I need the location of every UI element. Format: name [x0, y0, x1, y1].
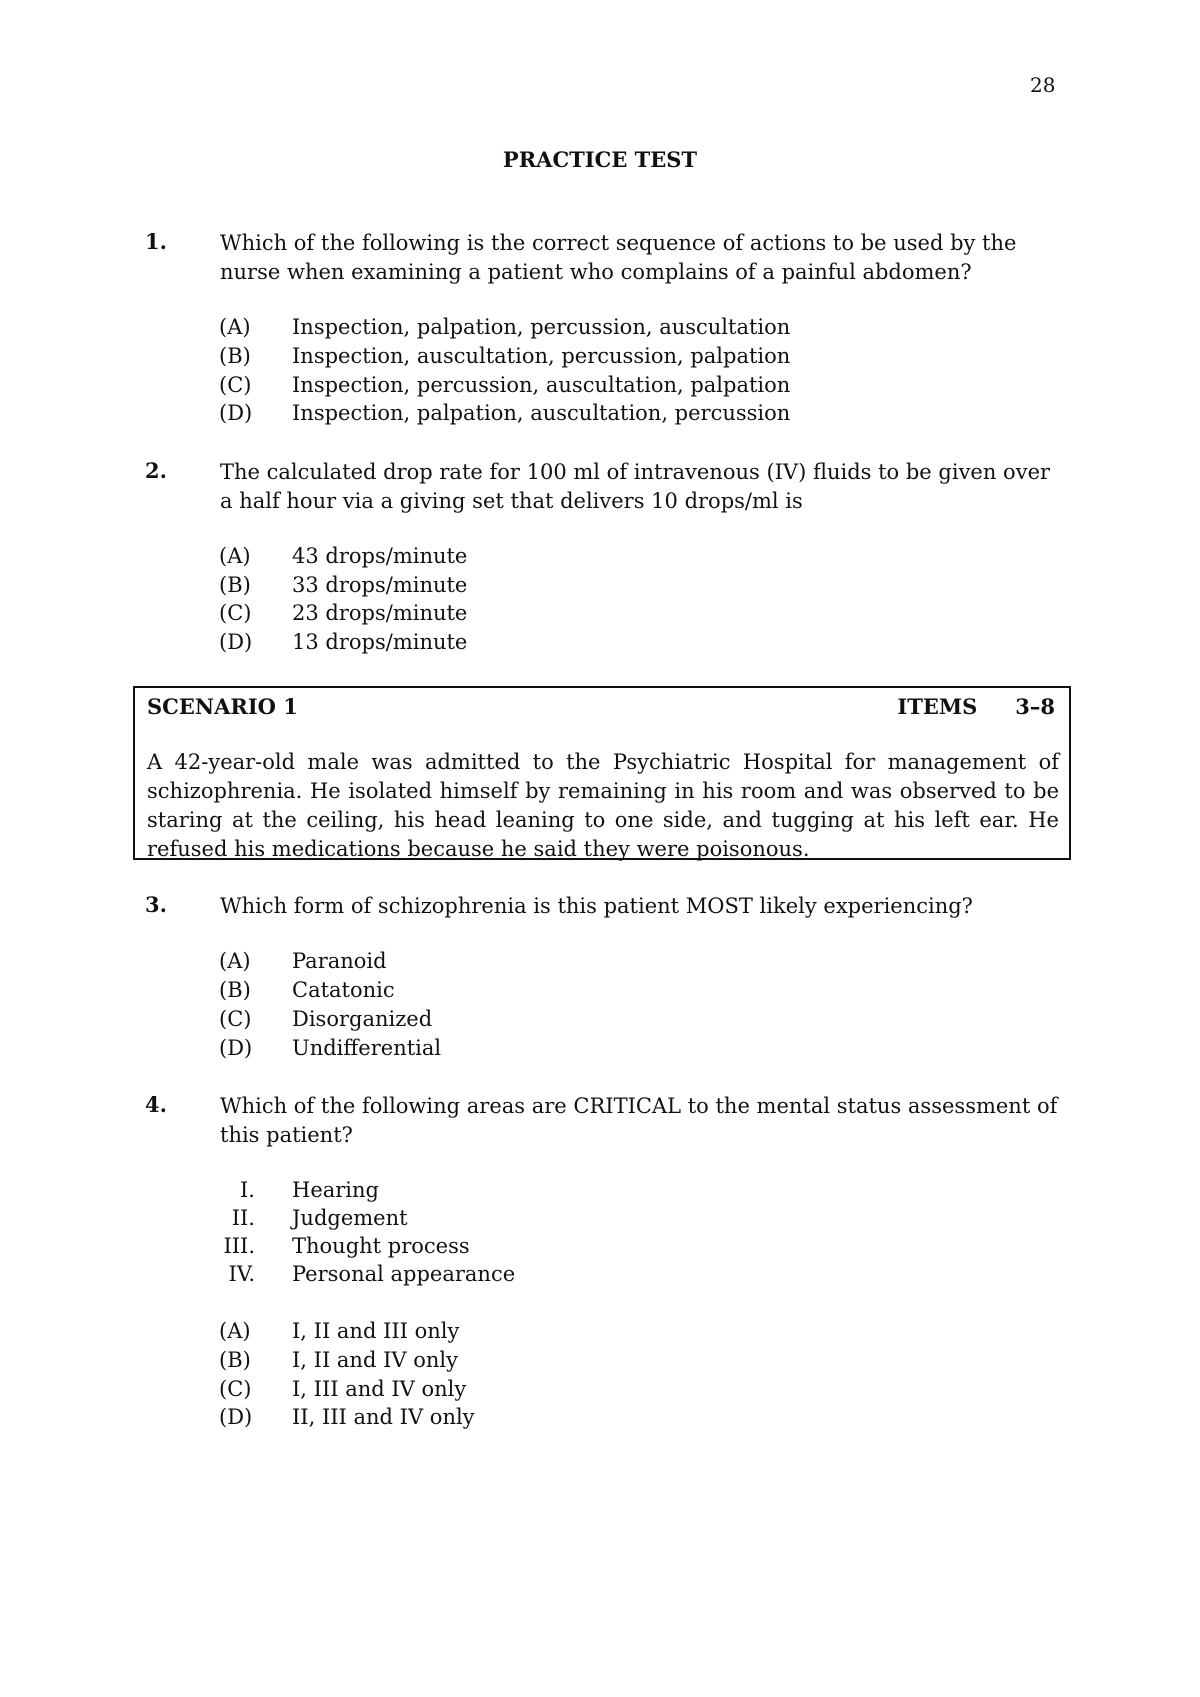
q3-option-a-text: Paranoid — [292, 949, 387, 973]
question-2-number: 2. — [145, 458, 167, 483]
q2-option-c-text: 23 drops/minute — [292, 601, 468, 625]
q4-roman-3-text: Thought process — [292, 1234, 470, 1258]
q3-option-b-letter: (B) — [219, 978, 251, 1002]
q2-option-d-letter: (D) — [219, 630, 253, 654]
q3-option-d-letter: (D) — [219, 1036, 253, 1060]
q2-option-a-text: 43 drops/minute — [292, 544, 468, 568]
q4-roman-2-numeral: II. — [231, 1206, 255, 1230]
q4-roman-2-text: Judgement — [292, 1206, 408, 1230]
scenario-label: SCENARIO 1 — [147, 694, 298, 719]
q1-option-a-letter: (A) — [219, 315, 251, 339]
q4-roman-1-numeral: I. — [240, 1178, 255, 1202]
q3-option-c-letter: (C) — [219, 1007, 252, 1031]
q2-option-b-letter: (B) — [219, 573, 251, 597]
q2-option-b-text: 33 drops/minute — [292, 573, 468, 597]
question-3-number: 3. — [145, 892, 167, 917]
q1-option-d-text: Inspection, palpation, auscultation, percussion — [292, 401, 791, 425]
question-1-text: Which of the following is the correct sequence of actions to be used by the nurse when examining a patient who complains of a painful abdomen? — [220, 231, 1017, 284]
q4-option-b-letter: (B) — [219, 1348, 251, 1372]
q1-option-a-text: Inspection, palpation, percussion, auscultation — [292, 315, 791, 339]
question-1-number: 1. — [145, 229, 167, 254]
q1-option-d-letter: (D) — [219, 401, 253, 425]
page-title: PRACTICE TEST — [502, 147, 698, 172]
q4-roman-4-numeral: IV. — [228, 1262, 255, 1286]
q4-roman-1-text: Hearing — [292, 1178, 379, 1202]
scenario-text: A 42-year-old male was admitted to the Psychiatric Hospital for management of schizophrenia. He isolated himself by remaining in his room and was observed to be staring at the ceiling, his head leaning to one side, and tugging at his left ear. He refused his medications because he said they were poisonous. — [147, 750, 1059, 861]
scenario-items — [859, 694, 1055, 719]
q3-option-a-letter: (A) — [219, 949, 251, 973]
q4-option-a-text: I, II and III only — [292, 1319, 460, 1343]
question-4-text: Which of the following areas are CRITICAL to the mental status assessment of this patient? — [220, 1094, 1058, 1147]
q4-option-b-text: I, II and IV only — [292, 1348, 458, 1372]
q1-option-c-text: Inspection, percussion, auscultation, palpation — [292, 373, 791, 397]
q4-roman-4-text: Personal appearance — [292, 1262, 516, 1286]
question-3-text: Which form of schizophrenia is this patient MOST likely experiencing? — [220, 894, 973, 918]
q1-option-b-text: Inspection, auscultation, percussion, palpation — [292, 344, 791, 368]
scenario-box — [133, 686, 1071, 860]
q4-option-d-text: II, III and IV only — [292, 1405, 475, 1429]
scenario-items-range: 3–8 — [1015, 694, 1055, 719]
page-number: 28 — [1030, 73, 1056, 97]
q3-option-d-text: Undifferential — [292, 1036, 442, 1060]
q2-option-d-text: 13 drops/minute — [292, 630, 468, 654]
q4-option-a-letter: (A) — [219, 1319, 251, 1343]
q3-option-b-text: Catatonic — [292, 978, 395, 1002]
q3-option-c-text: Disorganized — [292, 1007, 433, 1031]
q4-roman-3-numeral: III. — [223, 1234, 255, 1258]
q4-option-d-letter: (D) — [219, 1405, 253, 1429]
q4-option-c-text: I, III and IV only — [292, 1377, 467, 1401]
q2-option-c-letter: (C) — [219, 601, 252, 625]
question-2-text: The calculated drop rate for 100 ml of intravenous (IV) fluids to be given over a half hour via a giving set that delivers 10 drops/ml is — [220, 460, 1051, 513]
q2-option-a-letter: (A) — [219, 544, 251, 568]
q1-option-b-letter: (B) — [219, 344, 251, 368]
scenario-items-label: ITEMS — [897, 694, 978, 719]
q4-option-c-letter: (C) — [219, 1377, 252, 1401]
question-4-number: 4. — [145, 1092, 167, 1117]
q1-option-c-letter: (C) — [219, 373, 252, 397]
